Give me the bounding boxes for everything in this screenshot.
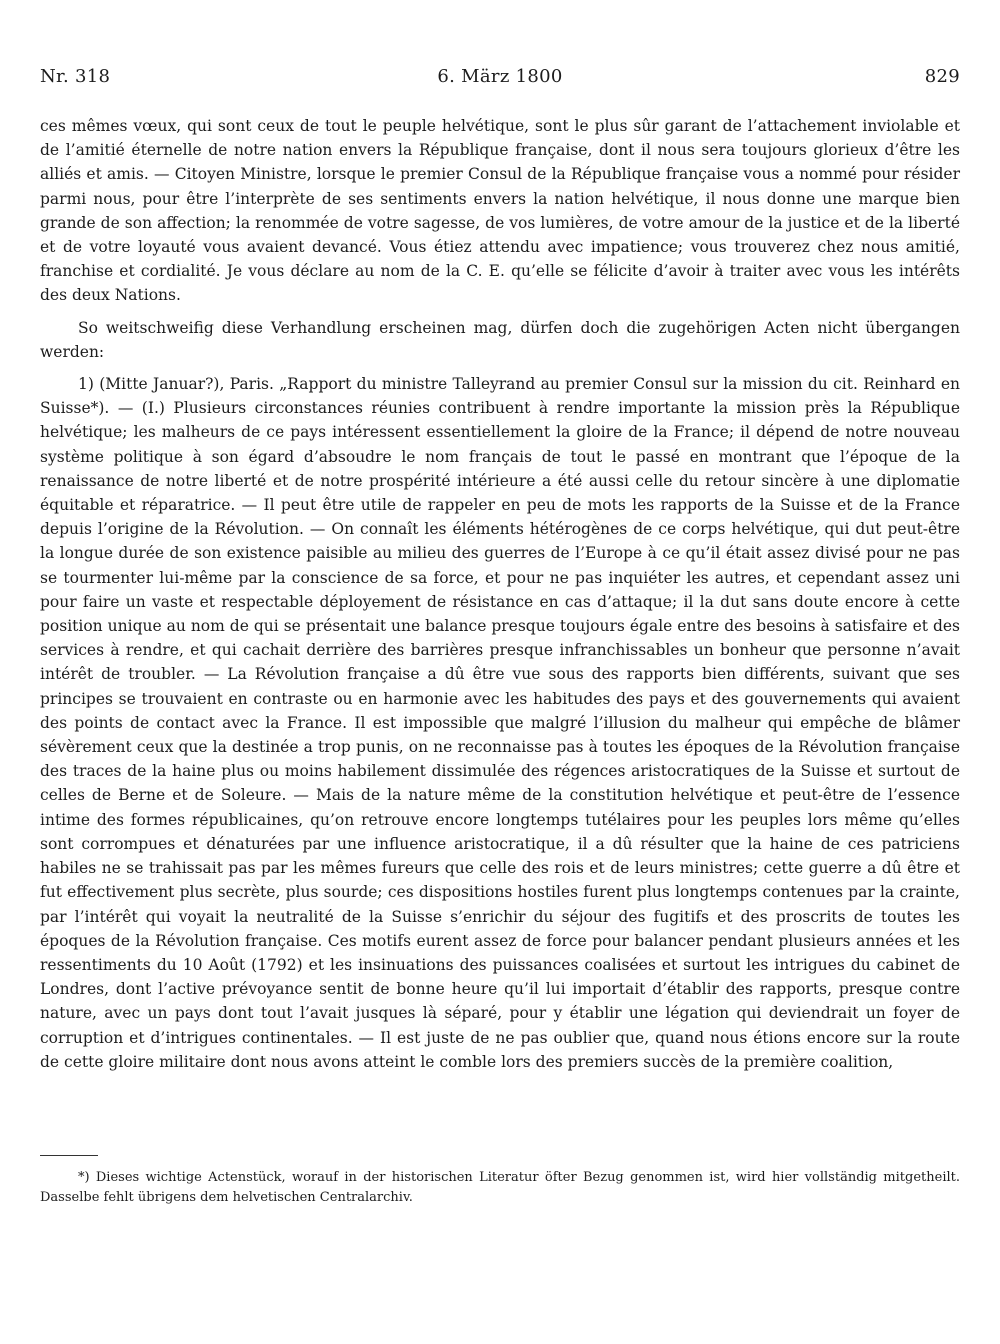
paragraph-transition: So weitschweifig diese Verhandlung erscheinen mag, dürfen doch die zugehörigen Acten nicht übergangen werden: xyxy=(40,318,960,361)
running-header xyxy=(40,66,960,96)
paragraph-continuation: ces mêmes vœux, qui sont ceux de tout le peuple helvétique, sont le plus sûr garant de l’attachement inviolable et de l’amitié éternelle de notre nation envers la République française, dont il nous sera toujours glorieux d’être les alliés et amis. — Citoyen Ministre, lorsque le premier Consul de la République française vous a nommé pour résider parmi nous, pour être l’interprète de ses sentiments envers la nation helvétique, il nous donne une marque bien grande de son affection; la renommée de votre sagesse, de vos lumières, de votre amour de la justice et de la liberté et de votre loyauté vous avaient devancé. Vous étiez attendu avec impatience; vous trouverez chez nous amitié, franchise et cordialité. Je vous déclare au nom de la C. E. qu’elle se félicite d’avoir à traiter avec vous les intérêts des deux Nations. xyxy=(40,117,960,305)
document-number: Nr. 318 xyxy=(40,66,111,87)
document-page xyxy=(40,0,960,1344)
footnote-divider xyxy=(40,1155,98,1156)
body-text xyxy=(40,114,960,1074)
document-date: 6. März 1800 xyxy=(437,66,563,87)
paragraph-report: 1) (Mitte Januar?), Paris. „Rapport du ministre Talleyrand au premier Consul sur la mission du cit. Reinhard en Suisse*). — (I.) Plusieurs circonstances réunies contribuent à rendre importante la mission près la République helvétique; les malheurs de ce pays intéressent essentiellement la gloire de la France; il dépend de notre nouveau système politique à son égard d’absoudre le nom français de tout le passé en montrant que l’époque de la renaissance de notre liberté et de notre prospérité intérieure a été aussi celle du retour sincère à une diplomatie équitable et réparatrice. — Il peut être utile de rappeler en peu de mots les rapports de la Suisse et de la France depuis l’origine de la Révolution. — On connaît les éléments hétérogènes de ce corps helvétique, qui dut peut-être la longue durée de son existence paisible au milieu des guerres de l’Europe à ce qu’il était assez divisé pour ne pas se tourmenter lui-même par la conscience de sa force, et pour ne pas inquiéter les autres, et cependant assez uni pour faire un vaste et respectable déployement de résistance en cas d’attaque; il la dut sans doute encore à cette position unique au nom de qui se présentait une balance presque toujours égale entre des besoins à satisfaire et des services à rendre, et qui cachait derrière des barrières presque infranchissables un bonheur que personne n’avait intérêt de troubler. — La Révolution française a dû être vue sous des rapports bien différents, suivant que ses principes se trouvaient en contraste ou en harmonie avec les habitudes des pays et des gouvernements qui avaient des points de contact avec la France. Il est impossible que malgré l’illusion du malheur qui empêche de blâmer sévèrement ceux que la destinée a trop punis, on ne reconnaisse pas à toutes les époques de la Révolution française des traces de la haine plus ou moins habilement dissimulée des régences aristocratiques de la Suisse et surtout de celles de Berne et de Soleure. — Mais de la nature même de la constitution helvétique et peut-être de l’essence intime des formes républicaines, qu’on retrouve encore longtemps tutélaires pour les peuples lors même qu’elles sont corrompues et dénaturées par une influence aristocratique, il a dû résulter que la haine de ces patriciens habiles ne se trahissait pas par les mêmes fureurs que celle des rois et de leurs ministres; cette guerre a dû être et fut effectivement plus secrète, plus sourde; ces dispositions hostiles furent plus longtemps contenues par la crainte, par l’intérêt qui voyait la neutralité de la Suisse s’enrichir du séjour des fugitifs et des proscrits de toutes les époques de la Révolution française. Ces motifs eurent assez de force pour balancer pendant plusieurs années et les ressentiments du 10 Août (1792) et les insinuations des puissances coalisées et surtout les intrigues du cabinet de Londres, dont l’active prévoyance sentit de bonne heure qu’il lui importait d’établir des rapports, presque contre nature, avec un pays dont tout l’avait jusques là séparé, pour y établir une légation qui deviendrait un foyer de corruption et d’intrigues continentales. — Il est juste de ne pas oublier que, quand nous étions encore sur la route de cette gloire militaire dont nous avons atteint le comble lors des premiers succès de la première coalition, xyxy=(40,375,960,1071)
page-number: 829 xyxy=(924,66,960,87)
footnote: *) Dieses wichtige Actenstück, worauf in der historischen Literatur öfter Bezug genommen ist, wird hier vollständig mitgetheilt. Dasselbe fehlt übrigens dem helvetischen Centralarchiv. xyxy=(40,1170,960,1205)
